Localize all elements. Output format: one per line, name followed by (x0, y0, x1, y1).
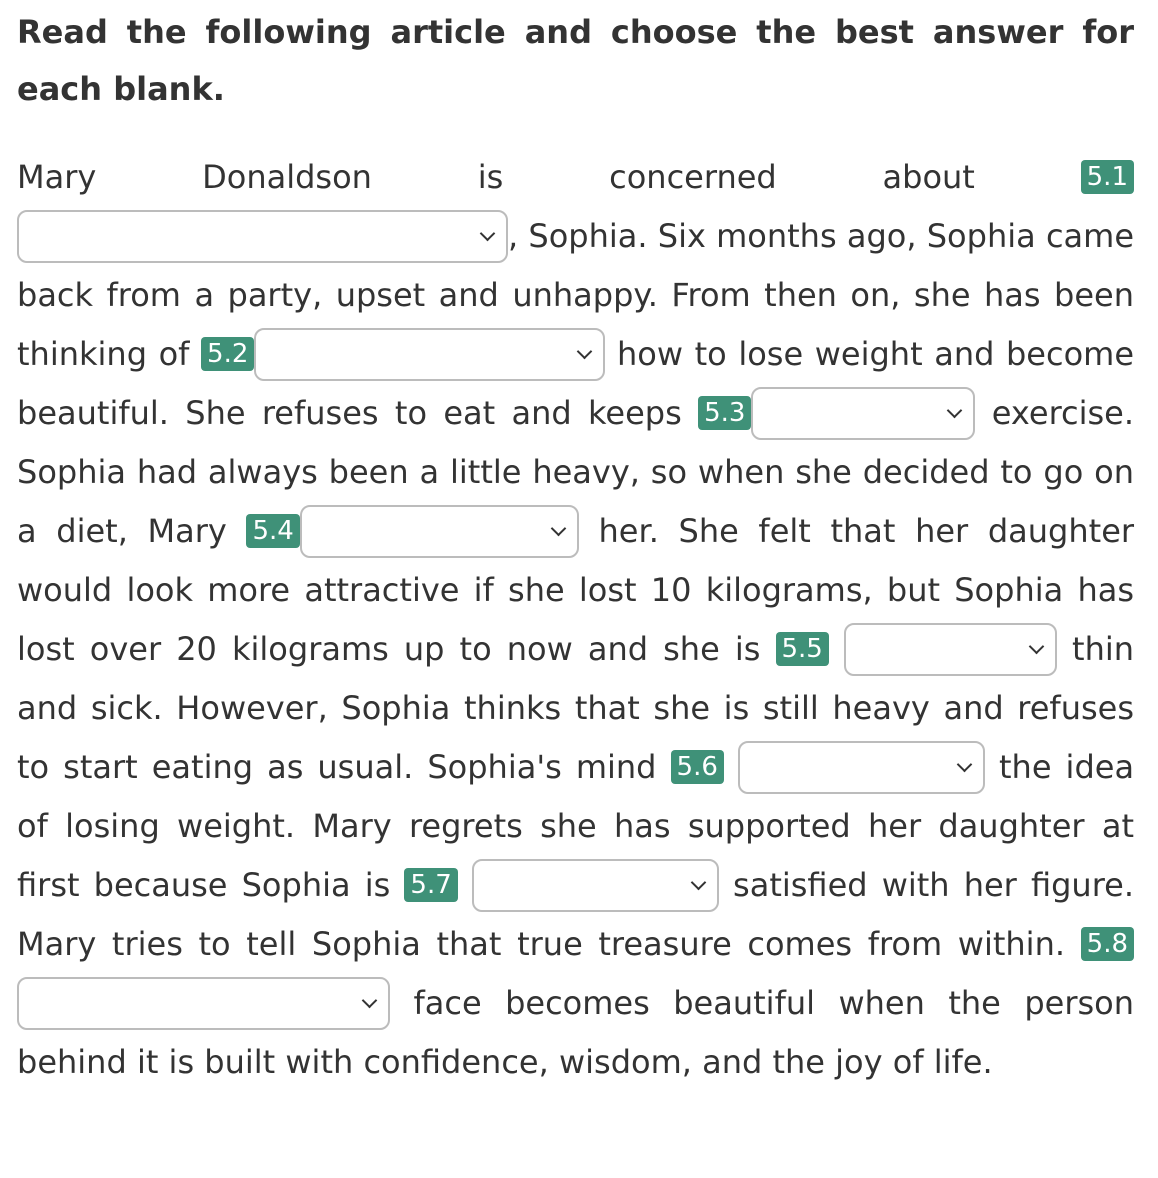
chevron-down-icon (691, 875, 707, 891)
blank-5-5-dropdown[interactable] (844, 623, 1057, 676)
blank-5-6-dropdown[interactable] (738, 741, 985, 794)
passage-segment: , Sophia. Six months ago, Sophia came back from a party, upset and unhappy. From then on, she has been thinking of (17, 217, 1134, 373)
passage-segment: thin and sick. However, Sophia thinks that she is still heavy and refuses to start eating as usual. Sophia's mind (17, 630, 1135, 786)
instruction-text: Read the following article and choose the best answer for each blank. (17, 13, 1134, 108)
chevron-down-icon (957, 757, 973, 773)
blank-5-7-dropdown[interactable] (472, 859, 719, 912)
blank-5-4-dropdown[interactable] (300, 505, 579, 558)
blank-5-3-dropdown[interactable] (751, 387, 975, 440)
blank-number-badge-5-3: 5.3 (698, 396, 751, 430)
chevron-down-icon (551, 521, 567, 537)
chevron-down-icon (947, 403, 963, 419)
passage-segment: her. She felt that her daughter would look more attractive if she lost 10 kilograms, but Sophia has lost over 20 kilograms up to now and she is (17, 512, 1135, 668)
passage-segment: Mary Donaldson is concerned about (17, 158, 975, 196)
blank-number-badge-5-2: 5.2 (201, 337, 254, 371)
blank-number-badge-5-1: 5.1 (1081, 160, 1134, 194)
cloze-exercise-page (0, 4, 1158, 1178)
blank-number-badge-5-6: 5.6 (671, 750, 724, 784)
blank-5-1-dropdown[interactable] (17, 210, 508, 263)
passage-segment: the idea of losing weight. Mary regrets she has supported her daughter at first because Sophia is (17, 748, 1135, 904)
blank-5-2-dropdown[interactable] (254, 328, 605, 381)
passage-segment: exercise. Sophia had always been a little heavy, so when she decided to go on a diet, Mary (17, 394, 1135, 550)
passage-segment: face becomes beautiful when the person behind it is built with confidence, wisdom, and the joy of life. (17, 984, 1135, 1081)
chevron-down-icon (362, 993, 378, 1009)
chevron-down-icon (1029, 639, 1045, 655)
passage-segment: satisfied with her figure. Mary tries to tell Sophia that true treasure comes from within. (17, 866, 1135, 963)
passage-segment: how to lose weight and become beautiful. She refuses to eat and keeps (17, 335, 1135, 432)
blank-number-badge-5-7: 5.7 (404, 868, 457, 902)
article-passage (17, 148, 1134, 1092)
blank-number-badge-5-5: 5.5 (776, 632, 829, 666)
chevron-down-icon (577, 344, 593, 360)
blank-number-badge-5-4: 5.4 (246, 514, 299, 548)
blank-5-8-dropdown[interactable] (17, 977, 390, 1030)
chevron-down-icon (480, 226, 496, 242)
blank-number-badge-5-8: 5.8 (1081, 927, 1134, 961)
